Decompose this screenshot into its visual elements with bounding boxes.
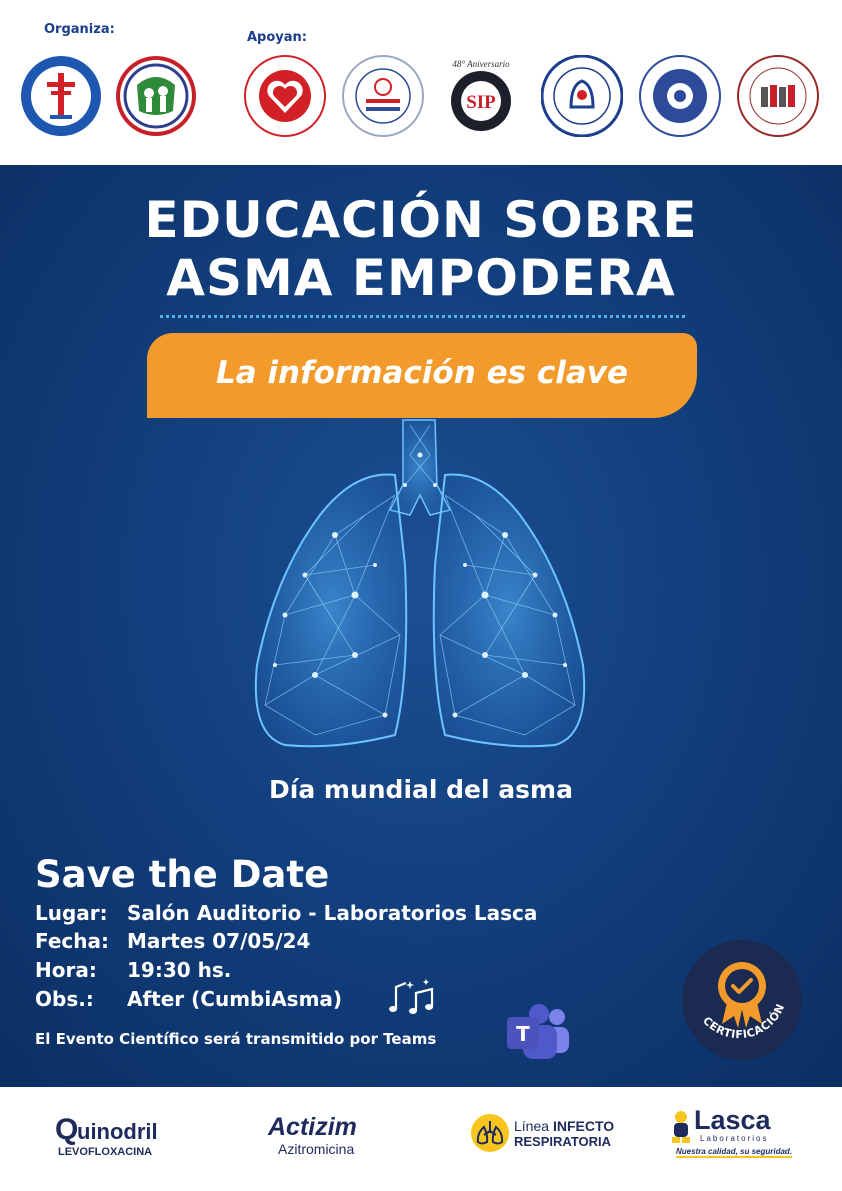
- detail-value: After (CumbiAsma): [127, 987, 343, 1011]
- sociedad-cardiologia-seal-icon: [244, 55, 326, 137]
- actizim-brand: [268, 1113, 398, 1163]
- lasca-sub: Laboratorios: [700, 1134, 769, 1143]
- sociedad-neumologia-seal-icon: [20, 55, 102, 137]
- tagline-text: La información es clave: [215, 355, 629, 391]
- sociedad-pediatria-seal-icon: [541, 55, 623, 137]
- respiratoria-label: RESPIRATORIA: [514, 1134, 612, 1149]
- teams-icon: [505, 1003, 571, 1063]
- linea-label: Línea: [514, 1118, 553, 1134]
- dotted-divider: [160, 315, 685, 318]
- quinodril-name: uinodril: [77, 1119, 158, 1144]
- quinodril-sub: LEVOFLOXACINA: [58, 1146, 153, 1158]
- detail-value: Salón Auditorio - Laboratorios Lasca: [127, 901, 538, 925]
- sociedad-medicina-familiar-seal-icon: [639, 55, 721, 137]
- detail-hora: [35, 958, 231, 982]
- teams-letter: T: [516, 1022, 530, 1046]
- stream-note: El Evento Científico será transmitido por Teams: [35, 1030, 437, 1048]
- award-ribbon-icon: [718, 962, 766, 1028]
- sip-anniversary-seal-icon: [440, 55, 522, 137]
- lasca-brand: [668, 1107, 798, 1167]
- lungs-badge-icon: [470, 1113, 510, 1153]
- actizim-name: Actizim: [268, 1113, 357, 1141]
- detail-key: Fecha:: [35, 929, 110, 953]
- brand-footer: [0, 1087, 842, 1191]
- save-the-date-heading: Save the Date: [35, 853, 330, 896]
- music-notes-icon: [386, 977, 438, 1017]
- certification-label: CERTIFICACIÓN: [700, 1001, 788, 1042]
- svg-text:48° Aniversario: 48° Aniversario: [452, 59, 510, 69]
- organiza-label: Organiza:: [44, 22, 115, 37]
- quinodril-initial: Q: [55, 1113, 79, 1146]
- event-subtitle: Día mundial del asma: [269, 775, 573, 804]
- quinodril-brand: [55, 1113, 205, 1162]
- detail-value: Martes 07/05/24: [127, 929, 311, 953]
- svg-text:SIP: SIP: [466, 92, 496, 113]
- detail-fecha: [35, 929, 310, 953]
- sponsor-header: [0, 0, 842, 165]
- poster-body: [0, 165, 842, 1087]
- detail-lugar: [35, 901, 537, 925]
- sociedad-medicina-general-seal-icon: [737, 55, 819, 137]
- certification-badge: [682, 940, 802, 1060]
- actizim-sub: Azitromicina: [278, 1141, 355, 1157]
- detail-key: Lugar:: [35, 901, 108, 925]
- lasca-name: Lasca: [694, 1105, 771, 1135]
- poster-title-line1: EDUCACIÓN SOBRE: [144, 191, 698, 249]
- lasca-slogan: Nuestra calidad, su seguridad.: [676, 1147, 793, 1156]
- detail-key: Hora:: [35, 958, 97, 982]
- infecto-label: INFECTO: [552, 1118, 615, 1134]
- sociedad-alergia-seal-icon: [342, 55, 424, 137]
- detail-key: Obs.:: [35, 987, 94, 1011]
- ips-seal-icon: [115, 55, 197, 137]
- detail-obs: [35, 987, 342, 1011]
- lungs-illustration: [245, 415, 595, 760]
- lasca-mascot-icon: [668, 1109, 694, 1145]
- detail-value: 19:30 hs.: [127, 958, 232, 982]
- linea-infecto-brand: [470, 1113, 630, 1157]
- poster-title-line2: ASMA EMPODERA: [166, 249, 676, 307]
- apoyan-label: Apoyan:: [247, 30, 307, 45]
